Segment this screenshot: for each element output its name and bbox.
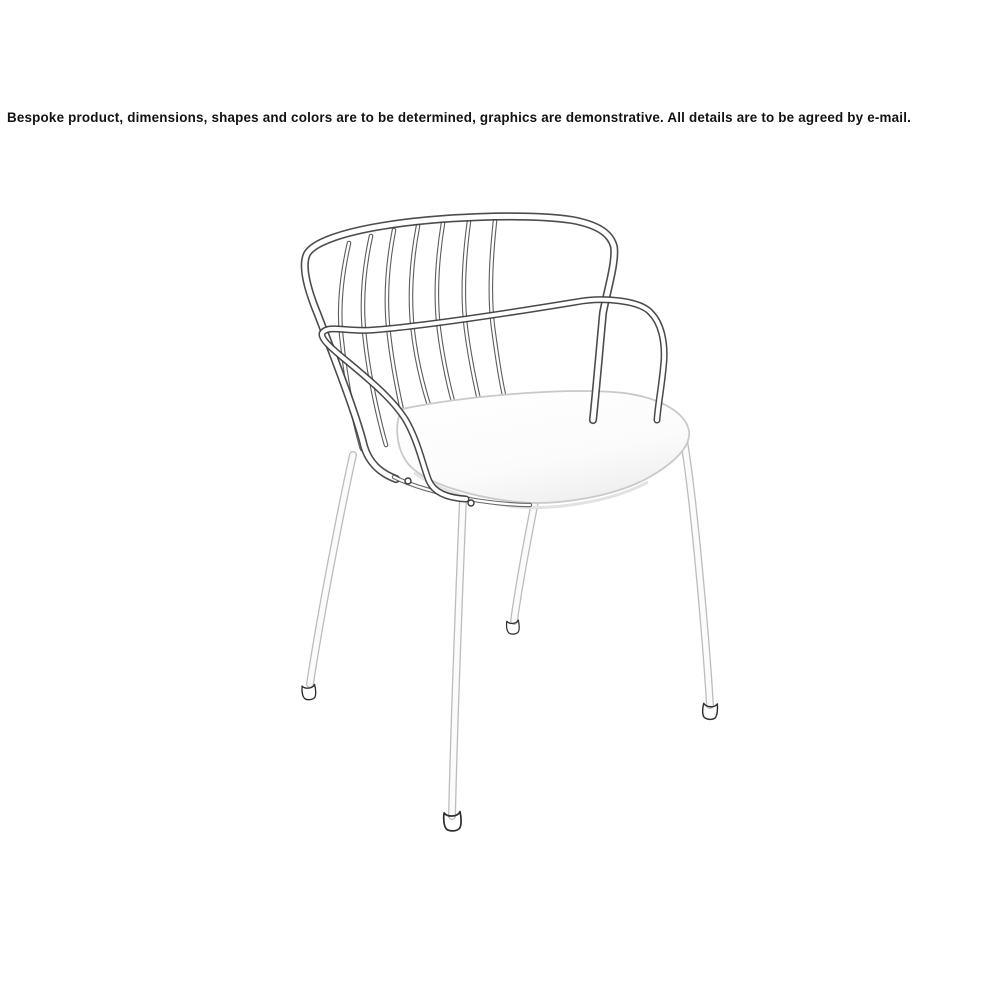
chair-foot-caps xyxy=(302,620,718,831)
disclaimer-text: Bespoke product, dimensions, shapes and colors are to be determined, graphics are demonstrative. All details are to be agreed by e-mail. xyxy=(7,110,912,125)
